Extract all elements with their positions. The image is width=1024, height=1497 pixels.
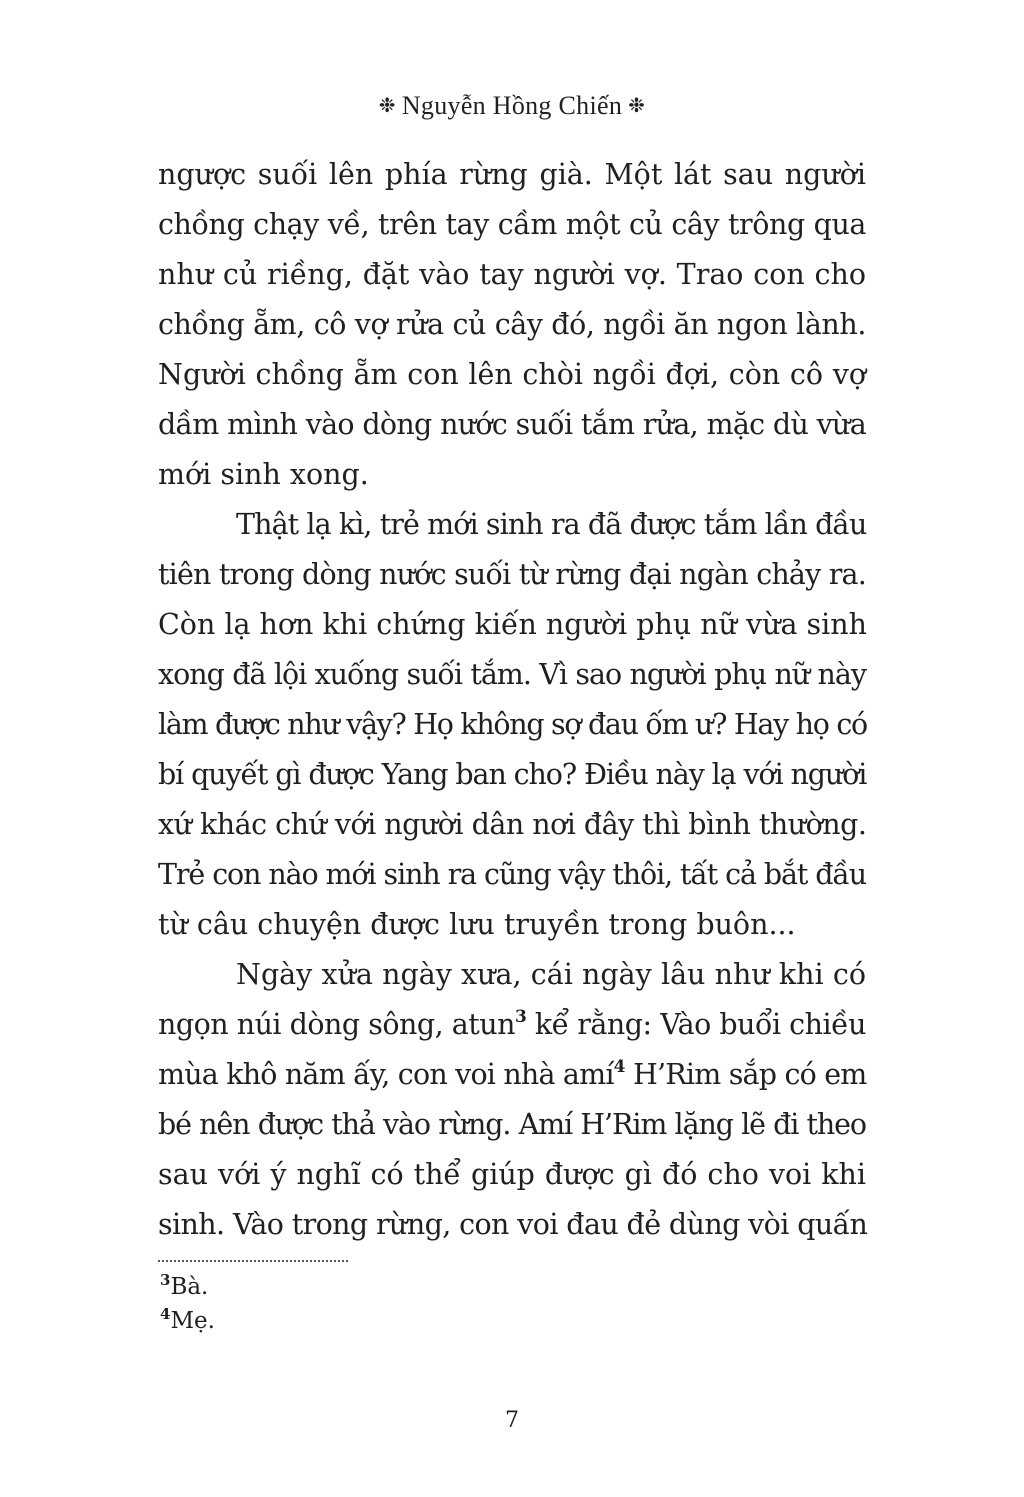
page-number: 7	[505, 1408, 519, 1433]
text-line: tiên trong dòng nước suối từ rừng đại ngàn chảy ra.	[158, 558, 866, 591]
text-line: mới sinh xong.	[158, 458, 369, 491]
ornament-right-icon: ❉	[628, 95, 646, 117]
footnote-marker: 4	[160, 1305, 171, 1323]
footnote-ref-3[interactable]: 3	[514, 1007, 527, 1027]
footnote-text: Bà.	[170, 1274, 209, 1300]
footnote-marker: 3	[160, 1271, 171, 1289]
footnote-ref-4[interactable]: 4	[613, 1057, 625, 1077]
running-header	[0, 88, 1024, 124]
text-line: ngược suối lên phía rừng già. Một lát sau người	[158, 158, 866, 191]
text-line: bí quyết gì được Yang ban cho? Điều này lạ với người	[158, 758, 867, 791]
text-segment: ngọn núi dòng sông, atun	[158, 1008, 515, 1041]
paragraph-1	[158, 150, 866, 500]
footnotes	[160, 1270, 215, 1338]
text-line: chồng ẵm, cô vợ rửa củ cây đó, ngồi ăn ngon lành.	[158, 308, 866, 341]
text-line: Ngày xửa ngày xưa, cái ngày lâu như khi có	[236, 958, 866, 991]
text-line: xong đã lội xuống suối tắm. Vì sao người phụ nữ này	[158, 658, 866, 691]
text-line: Còn lạ hơn khi chứng kiến người phụ nữ vừa sinh	[158, 608, 867, 641]
paragraph-3	[158, 950, 866, 1250]
text-line: làm được như vậy? Họ không sợ đau ốm ư? Hay họ có	[158, 708, 867, 741]
text-line: dầm mình vào dòng nước suối tắm rửa, mặc dù vừa	[158, 408, 866, 441]
text-line: sinh. Vào trong rừng, con voi đau đẻ dùng vòi quấn	[158, 1208, 868, 1241]
text-segment: mùa khô năm ấy, con voi nhà amí	[158, 1058, 614, 1091]
text-segment: kể rằng: Vào buổi chiều	[526, 1008, 866, 1041]
text-line: bé nên được thả vào rừng. Amí H’Rim lặng lẽ đi theo	[158, 1108, 866, 1141]
text-line: sau với ý nghĩ có thể giúp được gì đó cho voi khi	[158, 1158, 866, 1191]
text-line: chồng chạy về, trên tay cầm một củ cây trông qua	[158, 208, 866, 241]
text-line	[158, 1000, 866, 1050]
text-segment: H’Rim sắp có em	[624, 1058, 867, 1091]
ornament-left-icon: ❉	[378, 95, 396, 117]
text-line	[158, 1050, 866, 1100]
footnote-text: Mẹ.	[170, 1308, 215, 1334]
text-line: từ câu chuyện được lưu truyền trong buôn...	[158, 908, 796, 941]
paragraph-2	[158, 500, 866, 950]
text-line: xứ khác chứ với người dân nơi đây thì bình thường.	[158, 808, 867, 841]
text-line: Trẻ con nào mới sinh ra cũng vậy thôi, tất cả bắt đầu	[158, 858, 866, 891]
author-name: Nguyễn Hồng Chiến	[401, 91, 623, 120]
text-line: như củ riềng, đặt vào tay người vợ. Trao con cho	[158, 258, 866, 291]
text-line: Người chồng ẵm con lên chòi ngồi đợi, còn cô vợ	[158, 358, 866, 391]
text-line: Thật lạ kì, trẻ mới sinh ra đã được tắm lần đầu	[236, 508, 867, 541]
body-text	[158, 150, 866, 1250]
footnote-4	[160, 1304, 215, 1338]
footnote-divider	[158, 1260, 348, 1262]
footnote-3	[160, 1270, 215, 1304]
